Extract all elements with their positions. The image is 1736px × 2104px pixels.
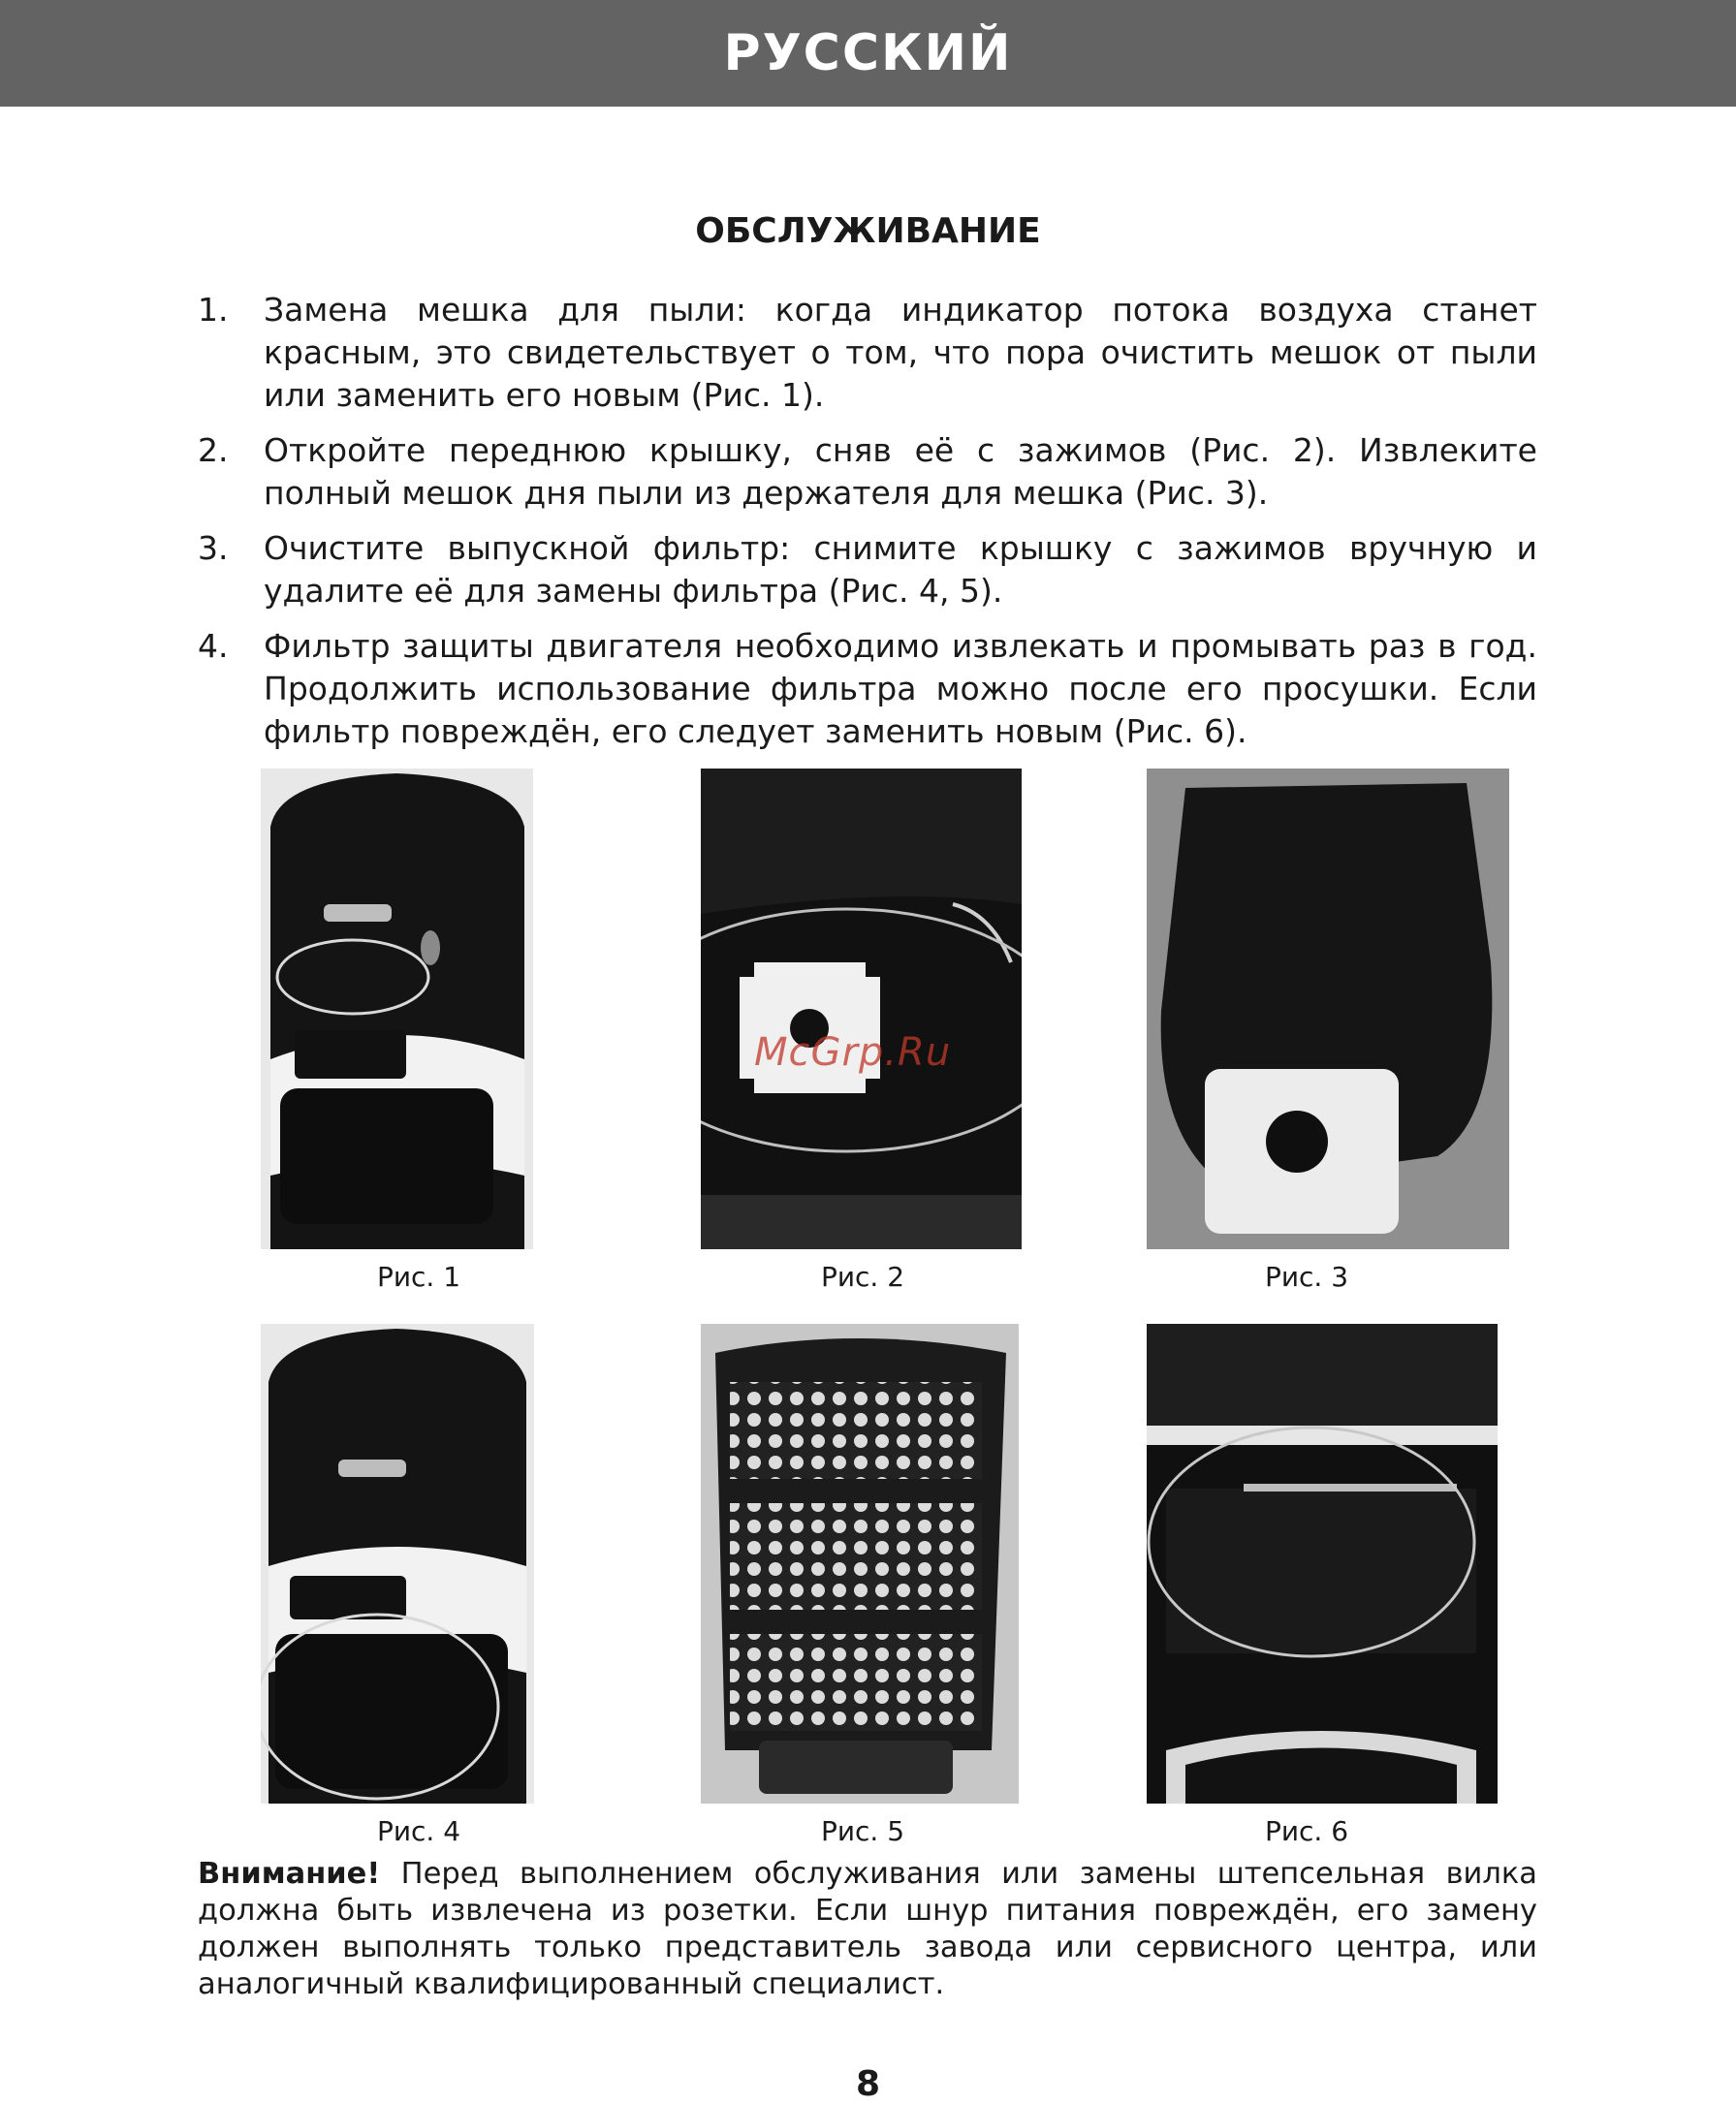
language-header: [0, 0, 1736, 107]
step-text: Очистите выпускной фильтр: снимите крышку с зажимов вручную и удалите её для замены фильтра (Рис. 4, 5).: [264, 529, 1537, 610]
step-number: 2.: [198, 431, 229, 469]
step-number: 4.: [198, 627, 229, 665]
step-number: 1.: [198, 291, 229, 329]
figure-5-photo: [701, 1324, 1019, 1804]
warning-note: [198, 1856, 1537, 2003]
page-number: 8: [855, 2064, 881, 2104]
figure-3-caption: Рис. 3: [1264, 1261, 1349, 1293]
warning-text: Перед выполнением обслуживания или замены штепсельная вилка должна быть извлечена из розетки. Если шнур питания повреждён, его замену должен выполнять только представитель завода или сервисного центра, или аналогичный квалифицированный специалист.: [198, 1857, 1537, 2001]
header-title: РУССКИЙ: [723, 24, 1013, 82]
figure-3-photo: [1147, 769, 1509, 1249]
maintenance-steps: [198, 289, 1537, 766]
figure-6-caption: Рис. 6: [1264, 1815, 1349, 1847]
step-text: Откройте переднюю крышку, сняв её с зажимов (Рис. 2). Извлеките полный мешок дня пыли из держателя для мешка (Рис. 3).: [264, 431, 1537, 512]
figure-5-caption: Рис. 5: [820, 1815, 905, 1847]
step-text: Фильтр защиты двигателя необходимо извлекать и промывать раз в год. Продолжить использование фильтра можно после его просушки. Если фильтр повреждён, его следует заменить новым (Рис. 6).: [264, 627, 1537, 750]
watermark: McGrp.Ru: [754, 1030, 952, 1075]
step-number: 3.: [198, 529, 229, 567]
figure-6-photo: [1147, 1324, 1498, 1804]
step-item: [198, 429, 1537, 515]
step-item: [198, 527, 1537, 612]
step-item: [198, 625, 1537, 753]
figure-1-caption: Рис. 1: [376, 1261, 461, 1293]
step-item: [198, 289, 1537, 417]
section-title: ОБСЛУЖИВАНИЕ: [695, 211, 1041, 251]
warning-label: Внимание!: [198, 1857, 381, 1891]
figure-2-photo: [701, 769, 1022, 1249]
figure-2-caption: Рис. 2: [820, 1261, 905, 1293]
figure-4-caption: Рис. 4: [376, 1815, 461, 1847]
figure-4-photo: [261, 1324, 534, 1804]
figure-1-photo: [261, 769, 533, 1249]
step-text: Замена мешка для пыли: когда индикатор потока воздуха станет красным, это свидетельствует о том, что пора очистить мешок от пыли или заменить его новым (Рис. 1).: [264, 291, 1537, 414]
